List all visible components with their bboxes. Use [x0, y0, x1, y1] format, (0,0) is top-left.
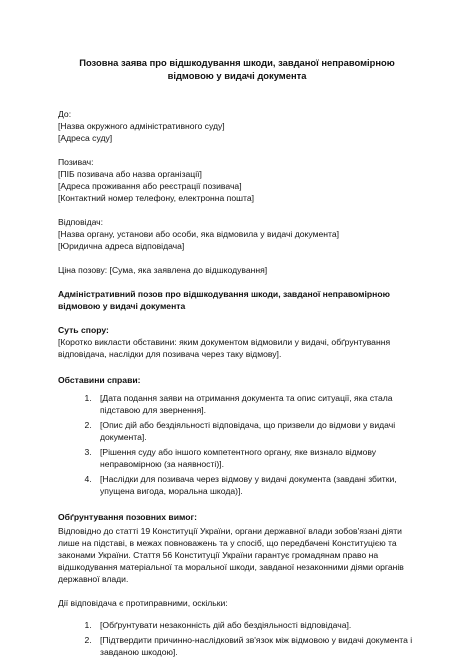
defendant-block: [58, 216, 416, 252]
defendant-label: Відповідач:: [58, 217, 104, 227]
list-item: [94, 446, 416, 470]
essence-text-line-1: [Коротко викласти обставини: яким документом відмовили у видачі, обґрунтування: [58, 337, 391, 347]
circumstances-list: [58, 392, 416, 497]
grounds-text-line: державної влади.: [58, 574, 129, 584]
list-item: [94, 473, 416, 497]
list-item: [94, 419, 416, 443]
list-item-text: неправомірною (за наявності)].: [100, 459, 224, 469]
list-item-text: документа].: [100, 432, 147, 442]
list-item-text: 2. [Підтвердити причинно-наслідковий зв'язок між відмовою у видачі документа і: [100, 635, 413, 645]
claim-heading: [58, 288, 416, 312]
plaintiff-label: Позивач:: [58, 157, 94, 167]
list-item: [94, 392, 416, 416]
grounds-text-line: відшкодування матеріальної та моральної шкоди, завданої незаконними діями органів: [58, 562, 404, 572]
list-item: [94, 634, 416, 658]
grounds-text-line: законами України. Стаття 56 Конституції України гарантує громадянам право на: [58, 550, 379, 560]
unlawful-section: [58, 597, 416, 658]
addressee-block: [58, 108, 416, 144]
grounds-section: [58, 511, 416, 585]
essence-text-line-2: відповідача, наслідки для позивача через таку відмову].: [58, 349, 282, 359]
grounds-title: Обґрунтування позовних вимог:: [58, 512, 197, 522]
list-item-text: упущена вигода, моральна шкода)].: [100, 486, 243, 496]
list-item-text: 3. [Рішення суду або іншого компетентного органу, яке визнало відмову: [100, 447, 377, 457]
list-item-text: підставою для звернення].: [100, 405, 207, 415]
title-line-2: відмовою у видачі документа: [167, 70, 307, 81]
list-item-text: 2. [Опис дій або бездіяльності відповідача, що призвели до відмови у видачі: [100, 420, 396, 430]
title-line-1: Позовна заява про відшкодування шкоди, завданої неправомірною: [79, 57, 395, 68]
court-name: [Назва окружного адміністративного суду]: [58, 121, 225, 131]
plaintiff-name: [ПІБ позивача або назва організації]: [58, 169, 202, 179]
circumstances-title: Обставини справи:: [58, 375, 141, 385]
grounds-text-line: Відповідно до статті 19 Конституції України, органи державної влади зобов'язані діяти: [58, 526, 402, 536]
addressee-label: До:: [58, 109, 72, 119]
unlawful-intro: Дії відповідача є протиправними, оскільки:: [58, 598, 228, 608]
unlawful-list: [58, 619, 416, 658]
list-item-text: завданою шкодою].: [100, 647, 178, 657]
claim-value: Ціна позову: [Сума, яка заявлена до відшкодування]: [58, 265, 268, 275]
plaintiff-block: [58, 156, 416, 204]
defendant-name: [Назва органу, установи або особи, яка відмовила у видачі документа]: [58, 229, 340, 239]
list-item-text: 4. [Наслідки для позивача через відмову у видачі документа (завдані збитки,: [100, 474, 397, 484]
circumstances-section: [58, 374, 416, 497]
document-title: [58, 56, 416, 82]
list-item-text: 1. [Дата подання заяви на отримання документа та опис ситуації, яка стала: [100, 393, 393, 403]
court-address: [Адреса суду]: [58, 133, 113, 143]
claim-heading-line-1: Адміністративний позов про відшкодування шкоди, завданої неправомірною: [58, 289, 390, 299]
plaintiff-contacts: [Контактний номер телефону, електронна пошта]: [58, 193, 255, 203]
list-item-text: 1. [Обґрунтувати незаконність дій або бездіяльності відповідача].: [100, 620, 352, 630]
claim-value-block: [58, 264, 416, 276]
essence-section: [58, 324, 416, 360]
grounds-text-line: лише на підставі, в межах повноважень та у спосіб, що передбачені Конституцією та: [58, 538, 397, 548]
plaintiff-address: [Адреса проживання або реєстрації позивача]: [58, 181, 242, 191]
defendant-address: [Юридична адреса відповідача]: [58, 241, 185, 251]
claim-heading-line-2: відмовою у видачі документа: [58, 301, 186, 311]
list-item: [94, 619, 416, 631]
essence-title: Суть спору:: [58, 325, 109, 335]
